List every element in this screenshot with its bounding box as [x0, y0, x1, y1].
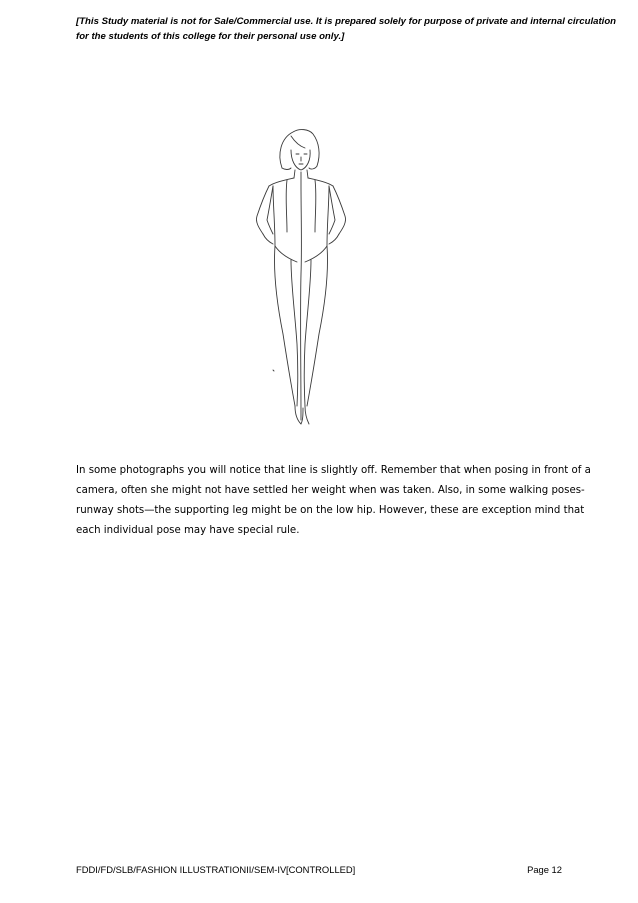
- footer-course-code: FDDI/FD/SLB/FASHION ILLUSTRATIONII/SEM-IV: [76, 864, 287, 875]
- body-line-4: each individual pose may have special rule.: [76, 525, 300, 536]
- body-line-2: camera, often she might not have settled her weight when was taken. Also, in some walking poses-: [76, 485, 585, 496]
- disclaimer-line-2: for the students of this college for their personal use only.]: [76, 31, 345, 42]
- disclaimer-line-1: [This Study material is not for Sale/Commercial use. It is prepared solely for purpose of private and internal circulation: [76, 16, 617, 27]
- body-line-3: runway shots—the supporting leg might be on the low hip. However, these are exception mind that: [76, 505, 585, 516]
- fashion-croquis-sketch: [225, 124, 375, 434]
- footer-status: [CONTROLLED]: [286, 864, 356, 875]
- page-footer: [76, 864, 562, 878]
- footer-page-number: Page 12: [527, 864, 562, 875]
- body-paragraph: [76, 461, 591, 541]
- body-line-1: In some photographs you will notice that line is slightly off. Remember that when posing in front of a: [76, 465, 591, 476]
- disclaimer-notice: [76, 14, 617, 44]
